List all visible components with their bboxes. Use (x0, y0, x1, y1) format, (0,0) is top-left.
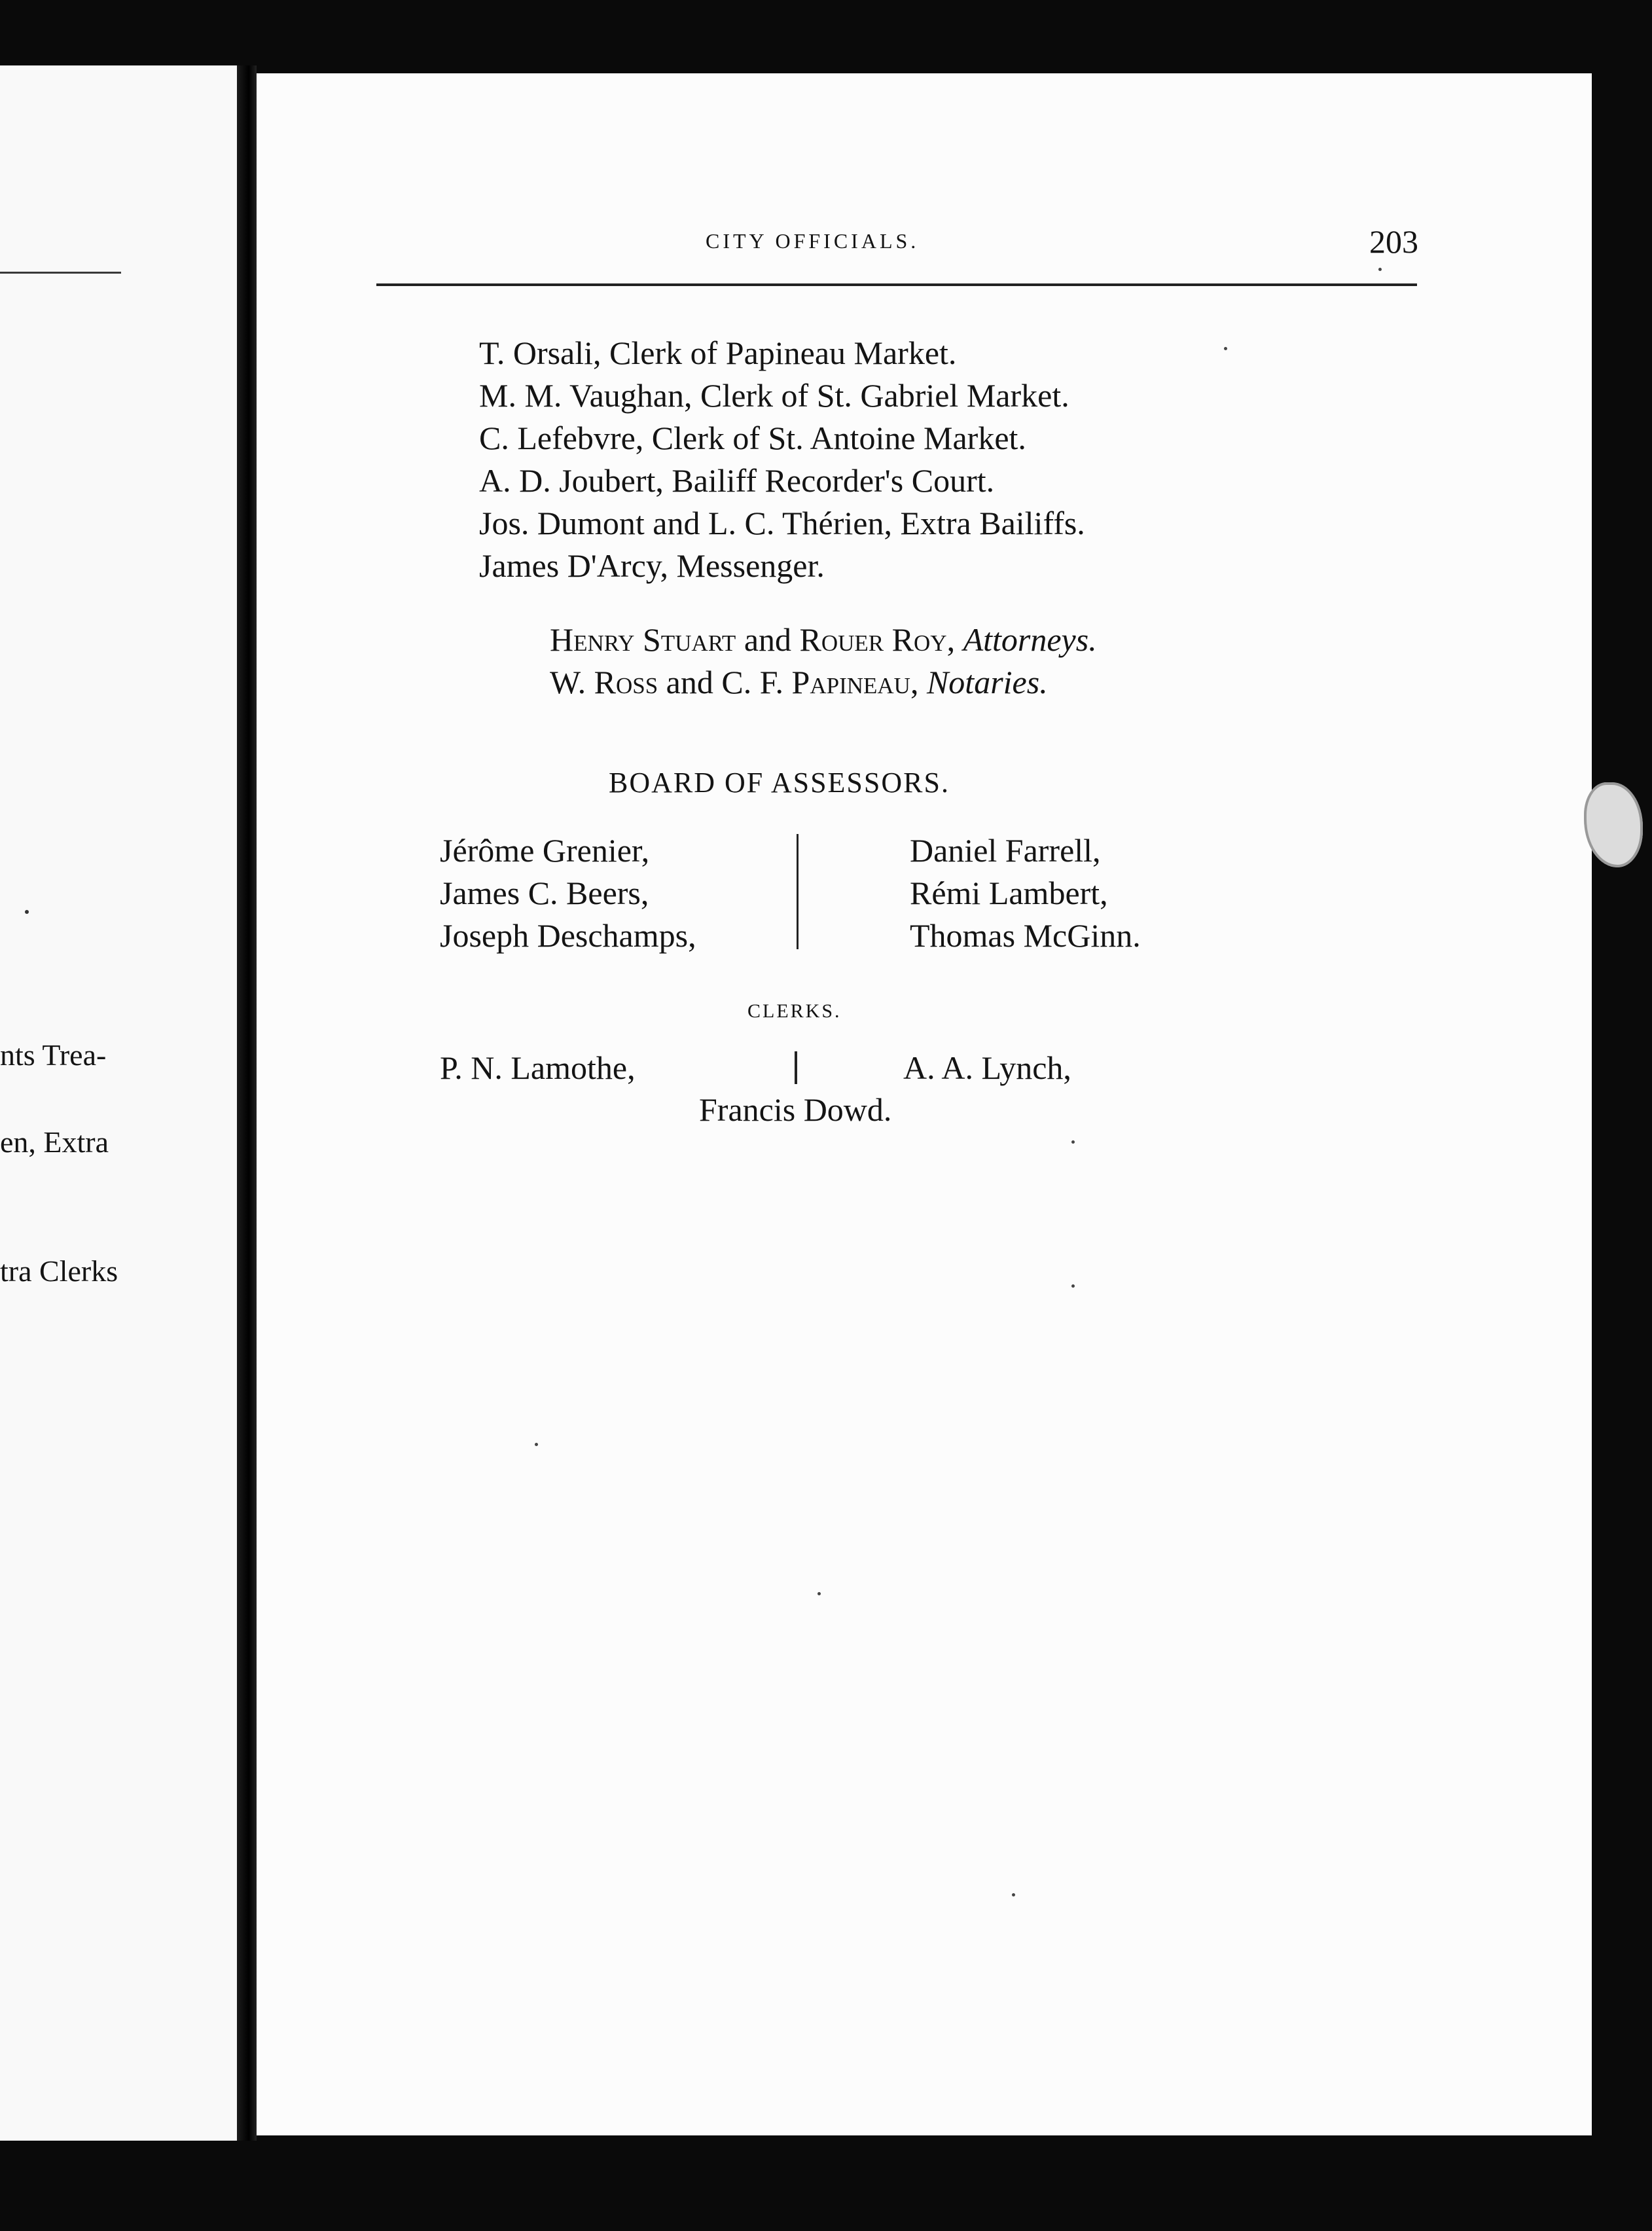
left-fragment-3: tra Clerks (0, 1254, 118, 1288)
assessor-right: Daniel Farrell, (910, 832, 1101, 869)
attorney-name-1: Henry Stuart (550, 621, 736, 658)
clerks-heading: CLERKS. (747, 1000, 842, 1022)
assessor-left: Joseph Deschamps, (440, 917, 696, 954)
entry-line: James D'Arcy, Messenger. (479, 547, 825, 584)
notaries-line: W. Ross and C. F. Papineau, Notaries. (550, 664, 1048, 700)
page-number: 203 (1369, 223, 1418, 260)
page-edge-damage (1584, 782, 1643, 867)
clerk-bottom: Francis Dowd. (699, 1091, 892, 1128)
assessors-heading: BOARD OF ASSESSORS. (609, 767, 950, 799)
assessor-right: Thomas McGinn. (910, 917, 1141, 954)
speck (1012, 1893, 1015, 1896)
header-rule (376, 283, 1417, 286)
notary-name-2: C. F. Papineau (721, 664, 910, 700)
assessor-left: Jérôme Grenier, (440, 832, 650, 869)
assessors-divider (797, 834, 799, 949)
left-page-rule (0, 272, 121, 274)
book-gutter (237, 65, 257, 2141)
notaries-role: Notaries. (926, 664, 1048, 700)
notaries-and: and (666, 664, 713, 700)
clerk-right: A. A. Lynch, (903, 1049, 1071, 1086)
entry-line: Jos. Dumont and L. C. Thérien, Extra Bailiffs. (479, 505, 1085, 541)
assessor-left: James C. Beers, (440, 875, 649, 911)
running-header: CITY OFFICIALS. (706, 229, 920, 253)
attorneys-and: and (744, 621, 792, 658)
attorney-name-2: Rouer Roy (799, 621, 947, 658)
entry-line: A. D. Joubert, Bailiff Recorder's Court. (479, 462, 995, 499)
notary-name-1: W. Ross (550, 664, 658, 700)
left-page-speck (25, 910, 29, 914)
clerks-divider (795, 1051, 797, 1084)
attorneys-line: Henry Stuart and Rouer Roy, Attorneys. (550, 621, 1097, 658)
speck (1071, 1284, 1075, 1288)
left-fragment-2: en, Extra (0, 1125, 109, 1159)
attorneys-role: Attorneys. (963, 621, 1097, 658)
speck (535, 1443, 538, 1446)
speck (1071, 1140, 1075, 1144)
speck (817, 1592, 821, 1595)
right-page (257, 73, 1592, 2135)
clerk-left: P. N. Lamothe, (440, 1049, 636, 1086)
speck (1224, 347, 1227, 350)
assessor-right: Rémi Lambert, (910, 875, 1108, 911)
left-page (0, 65, 237, 2141)
entry-line: M. M. Vaughan, Clerk of St. Gabriel Market. (479, 377, 1069, 414)
entry-line: T. Orsali, Clerk of Papineau Market. (479, 335, 957, 371)
speck (1378, 268, 1382, 271)
entry-line: C. Lefebvre, Clerk of St. Antoine Market. (479, 420, 1026, 456)
left-fragment-1: nts Trea- (0, 1038, 107, 1072)
